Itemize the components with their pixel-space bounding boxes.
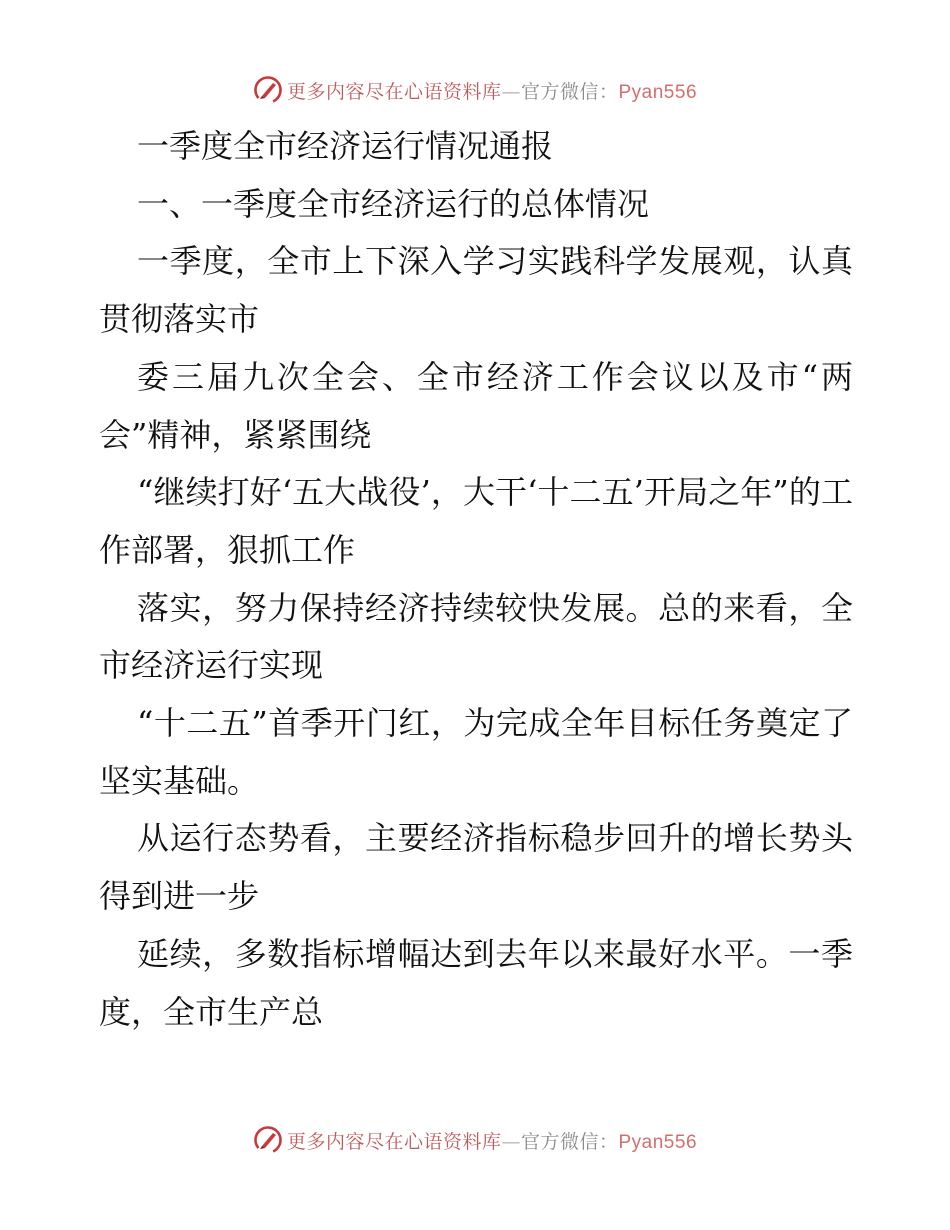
body-paragraph: 落实，努力保持经济持续较快发展。总的来看，全市经济运行实现 (99, 588, 853, 685)
banner-text: 更多内容尽在心语资料库—官方微信：Pyan556 (286, 1130, 698, 1153)
body-paragraph: 延续，多数指标增幅达到去年以来最好水平。一季度，全市生产总 (99, 934, 853, 1031)
quill-pen-badge-icon (253, 1125, 283, 1155)
quill-pen-badge-icon (253, 75, 283, 105)
body-paragraph: “十二五”首季开门红，为完成全年目标任务奠定了坚实基础。 (99, 704, 853, 800)
body-paragraph: 一季度，全市上下深入学习实践科学发展观，认真贯彻落实市 (99, 242, 853, 339)
body-paragraph: 委三届九次全会、全市经济工作会议以及市“两会”精神，紧紧围绕 (99, 357, 853, 454)
body-paragraph: 从运行态势看，主要经济指标稳步回升的增长势头得到进一步 (99, 819, 853, 916)
header-banner (0, 70, 950, 110)
body-paragraph: “继续打好‘五大战役’，大干‘十二五’开局之年”的工作部署，狠抓工作 (99, 473, 853, 569)
banner-text: 更多内容尽在心语资料库—官方微信：Pyan556 (286, 80, 698, 103)
section-heading: 一、一季度全市经济运行的总体情况 (137, 184, 650, 223)
footer-banner (0, 1120, 950, 1160)
document-title: 一季度全市经济运行情况通报 (137, 127, 554, 165)
document-body (99, 118, 853, 1041)
